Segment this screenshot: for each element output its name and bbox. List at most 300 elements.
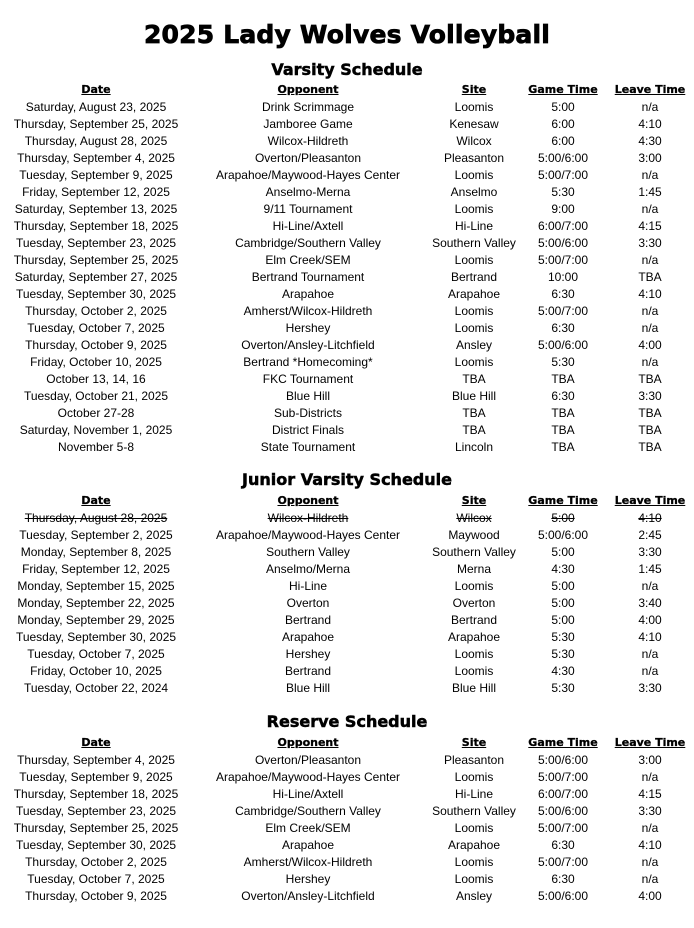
cell-site-text: Loomis [454, 100, 494, 114]
header-site: Site [461, 736, 487, 749]
cell-leave-time-text: 4:10 [638, 511, 662, 525]
cell-leave-time [610, 629, 690, 646]
cell-game-time-text: 5:00/7:00 [537, 855, 589, 869]
cell-game-time-text: 5:00/6:00 [537, 889, 589, 903]
cell-leave-time-text: n/a [641, 647, 659, 661]
cell-date [0, 371, 192, 388]
cell-date-text: Tuesday, September 2, 2025 [19, 528, 173, 542]
cell-date-text: Monday, September 15, 2025 [17, 579, 175, 593]
cell-leave-time [610, 388, 690, 405]
cell-site-text: Loomis [454, 664, 494, 678]
cell-leave-time-text: n/a [641, 321, 659, 335]
cell-site [420, 871, 528, 888]
cell-leave-time [610, 752, 690, 769]
cell-site-text: Loomis [454, 355, 494, 369]
table-row [0, 561, 694, 578]
cell-game-time-text: 6:30 [551, 838, 575, 852]
cell-game-time [528, 439, 598, 456]
cell-opponent [198, 405, 418, 422]
cell-date [0, 871, 192, 888]
cell-date [0, 561, 192, 578]
cell-game-time-text: 5:00/6:00 [537, 753, 589, 767]
cell-date-text: Friday, September 12, 2025 [22, 562, 170, 576]
cell-opponent-text: Sub-Districts [273, 406, 342, 420]
cell-opponent-text: Blue Hill [285, 389, 330, 403]
cell-site [420, 752, 528, 769]
cell-game-time-text: 5:30 [551, 647, 575, 661]
cell-leave-time [610, 888, 690, 905]
table-row [0, 854, 694, 871]
cell-opponent-text: Jamboree Game [263, 117, 353, 131]
cell-site-text: Southern Valley [432, 804, 516, 818]
cell-date-text: October 13, 14, 16 [46, 372, 146, 386]
cell-site [420, 116, 528, 133]
cell-date [0, 837, 192, 854]
cell-site-text: Blue Hill [451, 681, 496, 695]
cell-opponent-text: Overton/Pleasanton [254, 753, 362, 767]
cell-game-time [528, 578, 598, 595]
cell-leave-time [610, 769, 690, 786]
cell-site [420, 578, 528, 595]
cell-game-time-text: 4:30 [551, 664, 575, 678]
cell-game-time [528, 663, 598, 680]
cell-date [0, 150, 192, 167]
cell-game-time [528, 116, 598, 133]
cell-leave-time-text: n/a [641, 100, 659, 114]
cell-game-time [528, 201, 598, 218]
cell-game-time-text: 5:00 [551, 545, 575, 559]
cell-opponent [198, 837, 418, 854]
cell-leave-time [610, 116, 690, 133]
cell-opponent [198, 320, 418, 337]
table-row [0, 337, 694, 354]
cell-opponent-text: 9/11 Tournament [263, 202, 353, 216]
cell-game-time-text: 5:00/7:00 [537, 770, 589, 784]
cell-date [0, 337, 192, 354]
table-row [0, 439, 694, 456]
cell-opponent-text: Anselmo/Merna [265, 562, 351, 576]
cell-date-text: Thursday, October 9, 2025 [25, 338, 167, 352]
cell-leave-time [610, 612, 690, 629]
table-row [0, 286, 694, 303]
cell-opponent [198, 286, 418, 303]
table-row [0, 820, 694, 837]
cell-opponent-text: Southern Valley [266, 545, 350, 559]
cell-site-text: Maywood [448, 528, 500, 542]
cell-site [420, 150, 528, 167]
header-date: Date [81, 83, 111, 96]
cell-leave-time-text: TBA [638, 372, 662, 386]
cell-opponent [198, 422, 418, 439]
cell-game-time-text: 5:00/7:00 [537, 253, 589, 267]
cell-opponent-text: Cambridge/Southern Valley [235, 236, 381, 250]
cell-date [0, 786, 192, 803]
cell-date [0, 133, 192, 150]
cell-leave-time-text: n/a [641, 855, 659, 869]
cell-opponent-text: Blue Hill [285, 681, 330, 695]
cell-game-time [528, 252, 598, 269]
cell-game-time [528, 218, 598, 235]
cell-date-text: Tuesday, September 30, 2025 [15, 630, 177, 644]
cell-date [0, 320, 192, 337]
cell-game-time-text: 5:00 [551, 100, 575, 114]
cell-date [0, 578, 192, 595]
cell-site-text: Southern Valley [432, 545, 516, 559]
cell-opponent [198, 269, 418, 286]
table-row [0, 680, 694, 697]
table-row [0, 786, 694, 803]
cell-site [420, 354, 528, 371]
cell-opponent [198, 201, 418, 218]
cell-date-text: Tuesday, October 7, 2025 [27, 872, 165, 886]
cell-date [0, 888, 192, 905]
cell-game-time-text: 5:00 [551, 511, 575, 525]
cell-site-text: Bertrand [450, 613, 498, 627]
cell-date-text: Monday, September 22, 2025 [17, 596, 175, 610]
cell-game-time-text: 6:30 [551, 872, 575, 886]
cell-date-text: Tuesday, September 30, 2025 [15, 287, 177, 301]
cell-site [420, 680, 528, 697]
cell-game-time-text: 5:00 [551, 579, 575, 593]
cell-game-time-text: 5:00/7:00 [537, 304, 589, 318]
cell-leave-time [610, 235, 690, 252]
cell-date [0, 527, 192, 544]
table-row [0, 201, 694, 218]
cell-game-time-text: 5:00/7:00 [537, 168, 589, 182]
cell-opponent [198, 803, 418, 820]
cell-site-text: Arapahoe [447, 287, 501, 301]
cell-date [0, 820, 192, 837]
cell-leave-time-text: n/a [641, 821, 659, 835]
table-row [0, 646, 694, 663]
cell-game-time-text: 6:30 [551, 287, 575, 301]
cell-site [420, 337, 528, 354]
cell-leave-time-text: 3:30 [638, 804, 662, 818]
cell-date [0, 854, 192, 871]
header-date: Date [81, 736, 111, 749]
cell-leave-time-text: TBA [638, 270, 662, 284]
cell-site [420, 99, 528, 116]
cell-opponent-text: Arapahoe/Maywood-Hayes Center [215, 770, 401, 784]
cell-opponent-text: Bertrand *Homecoming* [243, 355, 373, 369]
table-row [0, 803, 694, 820]
cell-opponent-text: District Finals [271, 423, 344, 437]
cell-leave-time-text: 2:45 [638, 528, 662, 542]
cell-game-time-text: 6:00 [551, 117, 575, 131]
cell-date-text: Saturday, September 13, 2025 [14, 202, 178, 216]
cell-leave-time [610, 803, 690, 820]
cell-leave-time [610, 286, 690, 303]
cell-opponent [198, 612, 418, 629]
cell-opponent [198, 184, 418, 201]
cell-opponent [198, 544, 418, 561]
cell-date-text: Thursday, August 28, 2025 [24, 134, 168, 148]
cell-opponent-text: Wilcox-Hildreth [267, 134, 349, 148]
cell-game-time [528, 888, 598, 905]
cell-game-time [528, 133, 598, 150]
cell-leave-time-text: 4:10 [638, 287, 662, 301]
cell-leave-time-text: 3:00 [638, 151, 662, 165]
cell-leave-time-text: TBA [638, 406, 662, 420]
cell-opponent [198, 99, 418, 116]
cell-game-time [528, 388, 598, 405]
cell-game-time [528, 371, 598, 388]
cell-date-text: Tuesday, September 9, 2025 [19, 770, 173, 784]
cell-site-text: Anselmo [450, 185, 498, 199]
reserve-schedule-table [0, 752, 694, 905]
cell-game-time [528, 337, 598, 354]
cell-game-time [528, 769, 598, 786]
cell-game-time [528, 405, 598, 422]
cell-opponent [198, 888, 418, 905]
cell-leave-time [610, 646, 690, 663]
cell-leave-time-text: n/a [641, 202, 659, 216]
cell-game-time [528, 510, 598, 527]
cell-site [420, 803, 528, 820]
header-site: Site [461, 494, 487, 507]
cell-date-text: Thursday, October 2, 2025 [25, 304, 167, 318]
cell-site [420, 201, 528, 218]
cell-game-time [528, 544, 598, 561]
cell-game-time [528, 752, 598, 769]
cell-date [0, 235, 192, 252]
cell-leave-time [610, 510, 690, 527]
cell-game-time-text: TBA [551, 372, 575, 386]
cell-site [420, 544, 528, 561]
cell-site [420, 837, 528, 854]
cell-leave-time [610, 320, 690, 337]
cell-site [420, 286, 528, 303]
cell-game-time-text: 5:00/6:00 [537, 804, 589, 818]
cell-site [420, 252, 528, 269]
cell-opponent-text: Hershey [285, 872, 331, 886]
cell-site-text: Pleasanton [443, 151, 505, 165]
header-opponent: Opponent [277, 494, 339, 507]
cell-site [420, 663, 528, 680]
cell-opponent-text: Elm Creek/SEM [265, 253, 351, 267]
cell-leave-time [610, 837, 690, 854]
cell-leave-time [610, 150, 690, 167]
cell-site [420, 167, 528, 184]
cell-game-time-text: TBA [551, 406, 575, 420]
cell-opponent-text: Anselmo-Merna [265, 185, 351, 199]
cell-site [420, 786, 528, 803]
cell-site [420, 510, 528, 527]
cell-date-text: Tuesday, September 23, 2025 [15, 804, 177, 818]
cell-date-text: Tuesday, September 30, 2025 [15, 838, 177, 852]
cell-leave-time-text: n/a [641, 872, 659, 886]
cell-leave-time [610, 218, 690, 235]
table-row [0, 133, 694, 150]
cell-opponent [198, 510, 418, 527]
cell-opponent [198, 150, 418, 167]
cell-opponent [198, 167, 418, 184]
cell-site [420, 320, 528, 337]
cell-opponent [198, 527, 418, 544]
cell-date [0, 612, 192, 629]
cell-game-time-text: 5:30 [551, 630, 575, 644]
cell-site-text: Hi-Line [454, 219, 493, 233]
cell-date [0, 595, 192, 612]
cell-game-time [528, 786, 598, 803]
cell-site-text: Southern Valley [432, 236, 516, 250]
cell-opponent-text: Overton [286, 596, 330, 610]
cell-site-text: Arapahoe [447, 630, 501, 644]
cell-opponent [198, 646, 418, 663]
cell-game-time-text: 6:30 [551, 389, 575, 403]
table-row [0, 510, 694, 527]
cell-date [0, 680, 192, 697]
cell-opponent [198, 116, 418, 133]
cell-game-time [528, 629, 598, 646]
cell-game-time [528, 803, 598, 820]
table-row [0, 218, 694, 235]
cell-game-time-text: 5:00/6:00 [537, 338, 589, 352]
cell-date-text: Tuesday, October 7, 2025 [27, 321, 165, 335]
cell-opponent-text: Elm Creek/SEM [265, 821, 351, 835]
cell-game-time-text: 5:00/6:00 [537, 236, 589, 250]
cell-opponent-text: State Tournament [260, 440, 356, 454]
cell-date-text: Saturday, August 23, 2025 [25, 100, 167, 114]
cell-opponent-text: Bertrand [284, 613, 332, 627]
cell-leave-time [610, 871, 690, 888]
cell-leave-time-text: 4:15 [638, 787, 662, 801]
cell-opponent-text: Arapahoe [281, 838, 335, 852]
cell-game-time-text: 5:00/6:00 [537, 528, 589, 542]
cell-opponent-text: Bertrand Tournament [251, 270, 365, 284]
cell-opponent [198, 354, 418, 371]
cell-date [0, 803, 192, 820]
cell-game-time [528, 422, 598, 439]
cell-site [420, 303, 528, 320]
cell-date [0, 184, 192, 201]
cell-opponent [198, 388, 418, 405]
table-row [0, 354, 694, 371]
cell-leave-time [610, 252, 690, 269]
table-row [0, 184, 694, 201]
cell-game-time-text: 5:00 [551, 596, 575, 610]
cell-leave-time-text: 3:40 [638, 596, 662, 610]
cell-opponent [198, 561, 418, 578]
cell-game-time [528, 612, 598, 629]
cell-opponent-text: Hershey [285, 647, 331, 661]
cell-leave-time [610, 337, 690, 354]
table-row [0, 150, 694, 167]
reserve-section-title: Reserve Schedule [266, 712, 428, 731]
cell-leave-time-text: n/a [641, 579, 659, 593]
cell-opponent-text: Overton/Ansley-Litchfield [241, 338, 375, 352]
cell-leave-time [610, 439, 690, 456]
cell-game-time [528, 184, 598, 201]
header-site: Site [461, 83, 487, 96]
cell-site-text: Merna [456, 562, 491, 576]
header-leave-time: Leave Time [614, 83, 686, 96]
cell-game-time [528, 235, 598, 252]
jv-schedule-table [0, 510, 694, 697]
cell-leave-time-text: n/a [641, 304, 659, 318]
header-game-time: Game Time [528, 83, 598, 96]
cell-game-time-text: 4:30 [551, 562, 575, 576]
cell-site [420, 612, 528, 629]
table-row [0, 388, 694, 405]
cell-site-text: Loomis [454, 253, 494, 267]
cell-game-time-text: 5:30 [551, 681, 575, 695]
cell-game-time [528, 527, 598, 544]
cell-opponent-text: Hi-Line/Axtell [272, 219, 344, 233]
cell-leave-time [610, 544, 690, 561]
cell-opponent [198, 871, 418, 888]
cell-date [0, 629, 192, 646]
cell-site [420, 405, 528, 422]
cell-date [0, 422, 192, 439]
cell-site-text: Hi-Line [454, 787, 493, 801]
cell-site [420, 422, 528, 439]
page-title: 2025 Lady Wolves Volleyball [143, 20, 551, 49]
cell-date [0, 510, 192, 527]
cell-site-text: Loomis [454, 321, 494, 335]
cell-site-text: Ansley [455, 889, 493, 903]
cell-date-text: Monday, September 29, 2025 [17, 613, 175, 627]
cell-date-text: Thursday, September 25, 2025 [13, 821, 179, 835]
table-row [0, 837, 694, 854]
cell-date [0, 646, 192, 663]
cell-leave-time-text: 1:45 [638, 185, 662, 199]
cell-leave-time-text: 3:30 [638, 236, 662, 250]
cell-leave-time [610, 167, 690, 184]
cell-game-time-text: TBA [551, 440, 575, 454]
header-leave-time: Leave Time [614, 494, 686, 507]
table-row [0, 769, 694, 786]
cell-opponent-text: Drink Scrimmage [261, 100, 354, 114]
cell-opponent-text: Overton/Pleasanton [254, 151, 362, 165]
cell-leave-time [610, 354, 690, 371]
table-row [0, 871, 694, 888]
cell-game-time [528, 269, 598, 286]
cell-leave-time-text: 4:00 [638, 338, 662, 352]
cell-site [420, 218, 528, 235]
cell-opponent-text: Arapahoe [281, 287, 335, 301]
cell-game-time-text: 5:30 [551, 185, 575, 199]
cell-date [0, 201, 192, 218]
jv-section-title: Junior Varsity Schedule [242, 470, 452, 489]
cell-site [420, 388, 528, 405]
cell-site-text: Loomis [454, 168, 494, 182]
cell-game-time [528, 854, 598, 871]
cell-date-text: Thursday, October 9, 2025 [25, 889, 167, 903]
cell-site-text: Loomis [454, 202, 494, 216]
cell-date [0, 116, 192, 133]
cell-game-time [528, 286, 598, 303]
table-row [0, 544, 694, 561]
cell-leave-time [610, 405, 690, 422]
cell-game-time [528, 561, 598, 578]
cell-leave-time-text: 4:30 [638, 134, 662, 148]
cell-date-text: Thursday, September 4, 2025 [17, 753, 175, 767]
table-row [0, 303, 694, 320]
cell-site-text: TBA [462, 406, 486, 420]
cell-date-text: Thursday, September 25, 2025 [13, 117, 179, 131]
table-row [0, 422, 694, 439]
cell-game-time [528, 680, 598, 697]
cell-date [0, 354, 192, 371]
cell-site-text: Loomis [454, 647, 494, 661]
cell-date-text: October 27-28 [57, 406, 135, 420]
varsity-section-title: Varsity Schedule [271, 60, 423, 79]
cell-leave-time-text: 4:00 [638, 889, 662, 903]
cell-leave-time [610, 303, 690, 320]
cell-game-time-text: 6:00/7:00 [537, 219, 589, 233]
cell-opponent-text: Arapahoe [281, 630, 335, 644]
